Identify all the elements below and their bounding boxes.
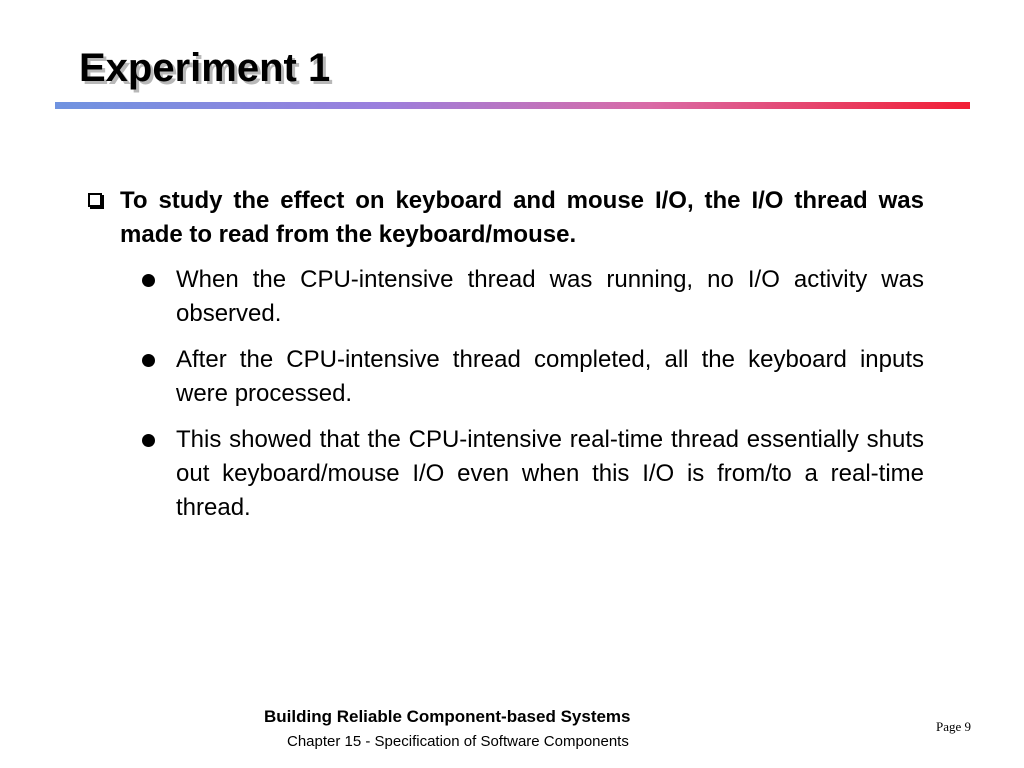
main-bullet-text: To study the effect on keyboard and mouse I/O, the I/O thread was made to read from the keyboard/mouse. [120,187,924,248]
footer-title: Building Reliable Component-based Systems [264,707,631,726]
main-bullet [84,184,924,252]
sub-bullet-item [84,343,924,411]
sub-bullet-text: When the CPU-intensive thread was running, no I/O activity was observed. [176,266,924,327]
sub-bullet-text: After the CPU-intensive thread completed, all the keyboard inputs were processed. [176,346,924,407]
bullet-dot-icon [142,354,155,367]
bullet-dot-icon [142,274,155,287]
sub-bullet-list [84,263,924,525]
slide-title: Experiment 1 [79,46,331,90]
slide-content [84,184,924,537]
bullet-dot-icon [142,434,155,447]
checkbox-icon [88,193,102,207]
sub-bullet-item [84,423,924,525]
title-gradient-rule [55,102,970,109]
page-number: Page 9 [936,719,972,734]
sub-bullet-text: This showed that the CPU-intensive real-time thread essentially shuts out keyboard/mouse I/O even when this I/O is from/to a real-time thread. [176,426,924,521]
sub-bullet-item [84,263,924,331]
footer-subtitle: Chapter 15 - Specification of Software Components [287,733,629,750]
